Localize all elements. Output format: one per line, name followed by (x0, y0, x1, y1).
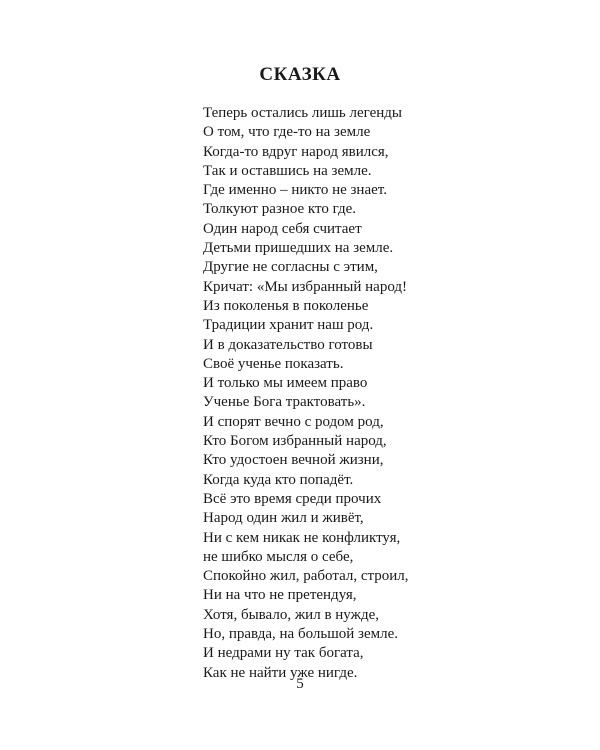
poem-line: Своё ученье показать. (203, 355, 344, 372)
poem-line: Из поколенья в поколенье (203, 297, 369, 314)
poem-line: Когда куда кто попадёт. (203, 471, 354, 488)
poem-line: Спокойно жил, работал, строил, (203, 568, 409, 585)
page-number: 5 (296, 676, 304, 692)
poem-line: Ученье Бога трактовать». (203, 394, 366, 411)
poem-line: не шибко мысля о себе, (203, 548, 354, 565)
poem-line: Где именно – никто не знает. (203, 182, 387, 199)
poem-line: И недрами ну так богата, (203, 645, 364, 662)
poem-line: Всё это время среди прочих (203, 490, 382, 507)
poem-line: Толкуют разное кто где. (203, 201, 357, 218)
poem-line: Но, правда, на большой земле. (203, 626, 399, 643)
poem-line: И в доказательство готовы (203, 336, 373, 353)
poem-line: Кто удостоен вечной жизни, (203, 452, 384, 469)
poem-line: Ни с кем никак не конфликтуя, (203, 529, 401, 546)
poem-body (203, 104, 409, 683)
poem-line: Традиции хранит наш род. (203, 317, 374, 334)
poem-line: Как не найти уже нигде. (203, 664, 358, 681)
poem-line: Хотя, бывало, жил в нужде, (203, 606, 380, 623)
poem-line: Так и оставшись на земле. (203, 162, 372, 179)
poem-line: И спорят вечно с родом род, (203, 413, 384, 430)
poem-line: Другие не согласны с этим, (203, 259, 378, 276)
poem-line: О том, что где-то на земле (203, 124, 371, 141)
poem-line: Кричат: «Мы избранный народ! (203, 278, 408, 295)
poem-line: Теперь остались лишь легенды (203, 105, 402, 121)
poem-line: И только мы имеем право (203, 375, 368, 392)
poem-line: Ни на что не претендуя, (203, 587, 357, 604)
poem-line: Народ один жил и живёт, (203, 510, 364, 527)
poem-line: Кто Богом избранный народ, (203, 433, 387, 450)
poem-title: СКАЗКА (259, 64, 341, 85)
poem-line: Детьми пришедших на земле. (203, 240, 394, 257)
poem-line: Один народ себя считает (203, 220, 362, 237)
poem-line: Когда-то вдруг народ явился, (203, 143, 389, 160)
